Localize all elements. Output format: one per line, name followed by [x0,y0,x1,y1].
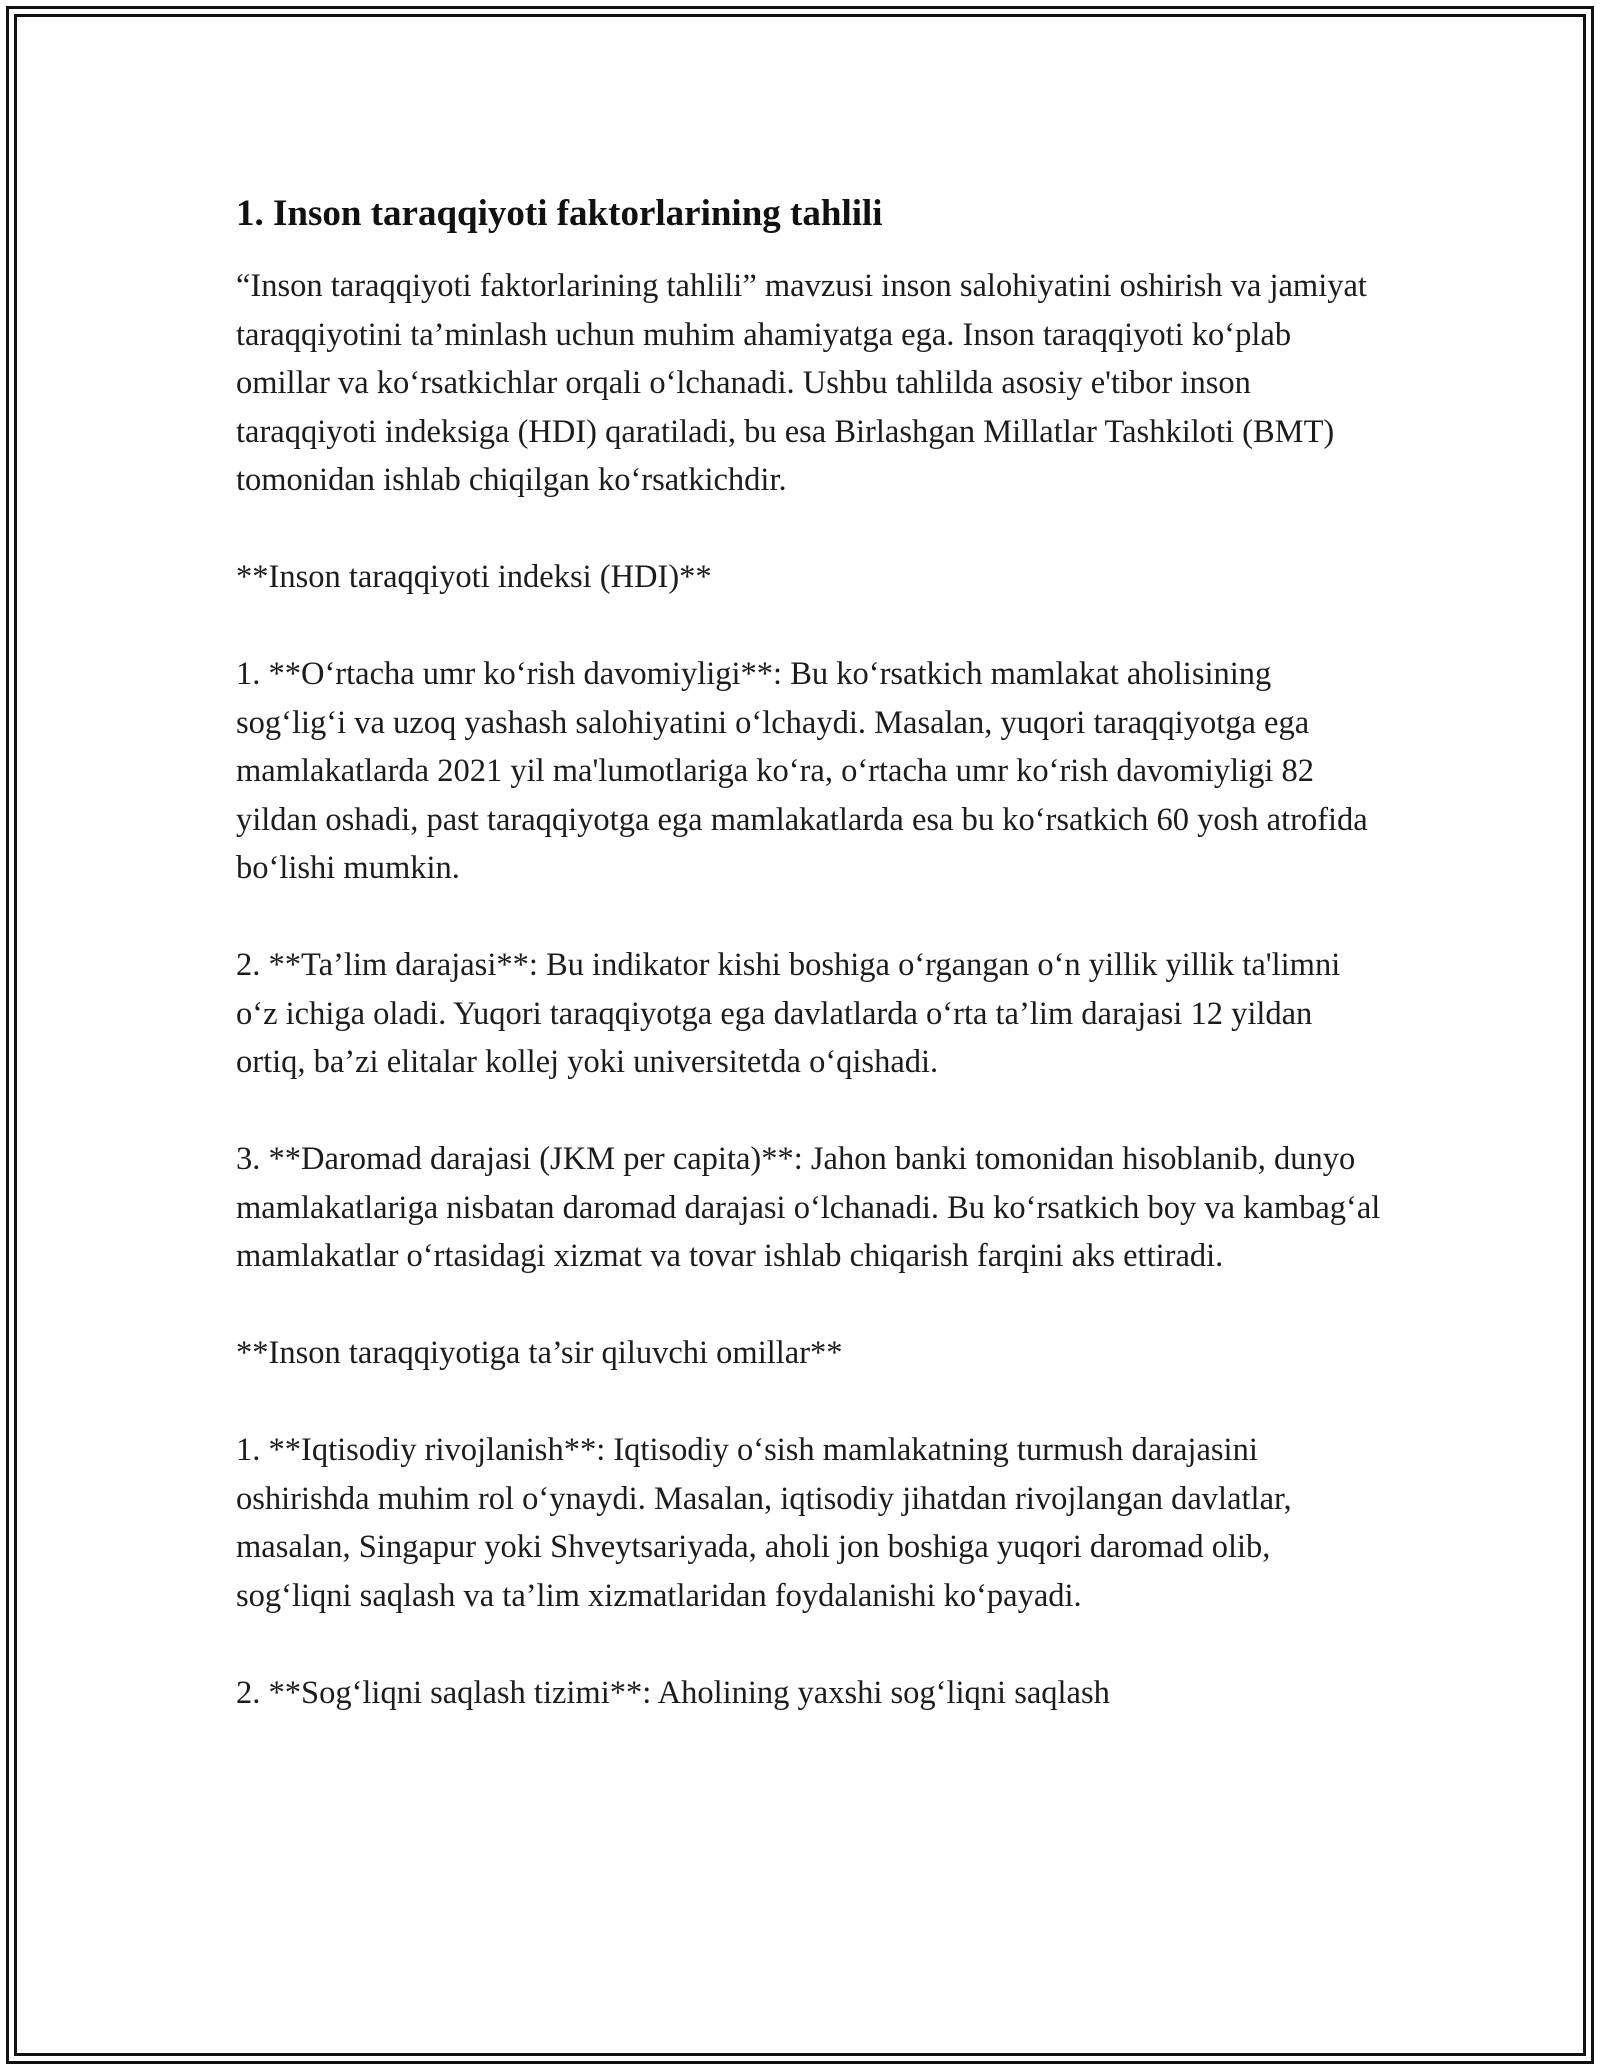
list-item-economic-development: 1. **Iqtisodiy rivojlanish**: Iqtisodiy o‘sish mamlakatning turmush darajasini oshirishda muhim rol o‘ynaydi. Masalan, iqtisodiy jihatdan rivojlangan davlatlar, masalan, Singapur yoki Shveytsariyada, aholi jon boshiga yuqori daromad olib, sog‘liqni saqlash va ta’lim xizmatlaridan foydalanishi ko‘payadi. [236,1432,1292,1614]
document-body [236,186,1386,1766]
list-item-life-expectancy: 1. **O‘rtacha umr ko‘rish davomiyligi**: Bu ko‘rsatkich mamlakat aholisining sog‘lig‘i va uzoq yashash salohiyatini o‘lchaydi. Masalan, yuqori taraqqiyotga ega mamlakatlarda 2021 yil ma'lumotlariga ko‘ra, o‘rtacha umr ko‘rish davomiyligi 82 yildan oshadi, past taraqqiyotga ega mamlakatlarda esa bu ko‘rsatkich 60 yosh atrofida bo‘lishi mumkin. [236,656,1368,886]
list-item-education: 2. **Ta’lim darajasi**: Bu indikator kishi boshiga o‘rgangan o‘n yillik yillik ta'limni o‘z ichiga oladi. Yuqori taraqqiyotga ega davlatlarda o‘rta ta’lim darajasi 12 yildan ortiq, ba’zi elitalar kollej yoki universitetda o‘qishadi. [236,947,1341,1080]
section-heading-factors: **Inson taraqqiyotiga ta’sir qiluvchi omillar** [236,1335,843,1371]
document-title: 1. Inson taraqqiyoti faktorlarining tahlili [236,193,883,234]
list-item-healthcare: 2. **Sog‘liqni saqlash tizimi**: Aholining yaxshi sog‘liqni saqlash [236,1674,1110,1711]
section-heading-hdi: **Inson taraqqiyoti indeksi (HDI)** [236,559,712,595]
intro-paragraph: “Inson taraqqiyoti faktorlarining tahlili” mavzusi inson salohiyatini oshirish va jamiyat taraqqiyotini ta’minlash uchun muhim ahamiyatga ega. Inson taraqqiyoti ko‘plab omillar va ko‘rsatkichlar orqali o‘lchanadi. Ushbu tahlilda asosiy e'tibor inson taraqqiyoti indeksiga (HDI) qaratiladi, bu esa Birlashgan Millatlar Tashkiloti (BMT) tomonidan ishlab chiqilgan ko‘rsatkichdir. [236,268,1367,498]
list-item-income: 3. **Daromad darajasi (JKM per capita)**: Jahon banki tomonidan hisoblanib, dunyo mamlakatlariga nisbatan daromad darajasi o‘lchanadi. Bu ko‘rsatkich boy va kambag‘al mamlakatlar o‘rtasidagi xizmat va tovar ishlab chiqarish farqini aks ettiradi. [236,1141,1381,1274]
